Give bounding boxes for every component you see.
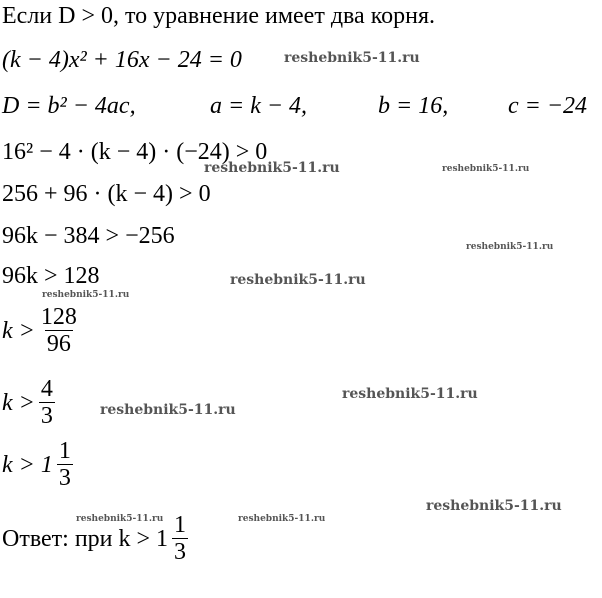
answer-fraction	[172, 512, 188, 565]
inequality-step-2	[2, 180, 211, 208]
inequality-step-1-text: 16² − 4 · (k − 4) · (−24) > 0	[2, 139, 268, 165]
discriminant-formula: D = b² − 4ac,	[2, 93, 136, 119]
inequality-step-5	[2, 304, 79, 357]
inequality-step-3	[2, 222, 175, 250]
fraction-numerator: 4	[40, 376, 53, 402]
coef-b-text: b = 16,	[378, 93, 449, 119]
inequality-step-2-text: 256 + 96 · (k − 4) > 0	[2, 181, 211, 207]
fraction-denominator: 3	[58, 465, 71, 491]
inequality-step-3-text: 96k − 384 > −256	[2, 223, 175, 249]
watermark: reshebnik5-11.ru	[100, 402, 236, 418]
condition-text	[2, 2, 435, 30]
coef-c	[508, 92, 587, 120]
inequality-step-7-left: k > 1	[2, 451, 53, 478]
fraction-denominator: 3	[40, 403, 53, 429]
answer-text: Ответ: при k > 1	[2, 525, 169, 552]
inequality-step-6	[2, 376, 55, 429]
fraction-128-96	[39, 304, 79, 357]
fraction-numerator: 1	[174, 512, 187, 538]
coef-b	[378, 92, 448, 120]
watermark: reshebnik5-11.ru	[76, 514, 164, 524]
coef-c-text: c = −24	[508, 93, 588, 119]
watermark: reshebnik5-11.ru	[342, 386, 478, 402]
fraction-numerator: 1	[58, 438, 71, 464]
fraction-4-3	[39, 376, 55, 429]
fraction-1-3	[57, 438, 73, 491]
watermark: reshebnik5-11.ru	[42, 290, 130, 300]
condition-line: Если D > 0, то уравнение имеет два корня.	[2, 3, 436, 29]
fraction-denominator: 3	[174, 539, 187, 565]
inequality-step-4-text: 96k > 128	[2, 263, 100, 289]
inequality-step-7	[2, 438, 73, 491]
watermark: reshebnik5-11.ru	[426, 498, 562, 514]
inequality-step-5-left: k >	[2, 317, 35, 344]
watermark: reshebnik5-11.ru	[466, 242, 554, 252]
inequality-step-4	[2, 262, 100, 290]
watermark: reshebnik5-11.ru	[284, 50, 420, 66]
fraction-numerator: 128	[40, 304, 77, 330]
fraction-denominator: 96	[46, 331, 71, 357]
watermark: reshebnik5-11.ru	[442, 164, 530, 174]
watermark: reshebnik5-11.ru	[238, 514, 326, 524]
discriminant-line	[2, 92, 136, 120]
equation-line	[2, 46, 242, 74]
watermark: reshebnik5-11.ru	[230, 272, 366, 288]
coef-a	[210, 92, 307, 120]
equation-text: (k − 4)x² + 16x − 24 = 0	[2, 47, 242, 73]
inequality-step-6-left: k >	[2, 389, 35, 416]
watermark: reshebnik5-11.ru	[204, 160, 340, 176]
coef-a-text: a = k − 4,	[210, 93, 308, 119]
